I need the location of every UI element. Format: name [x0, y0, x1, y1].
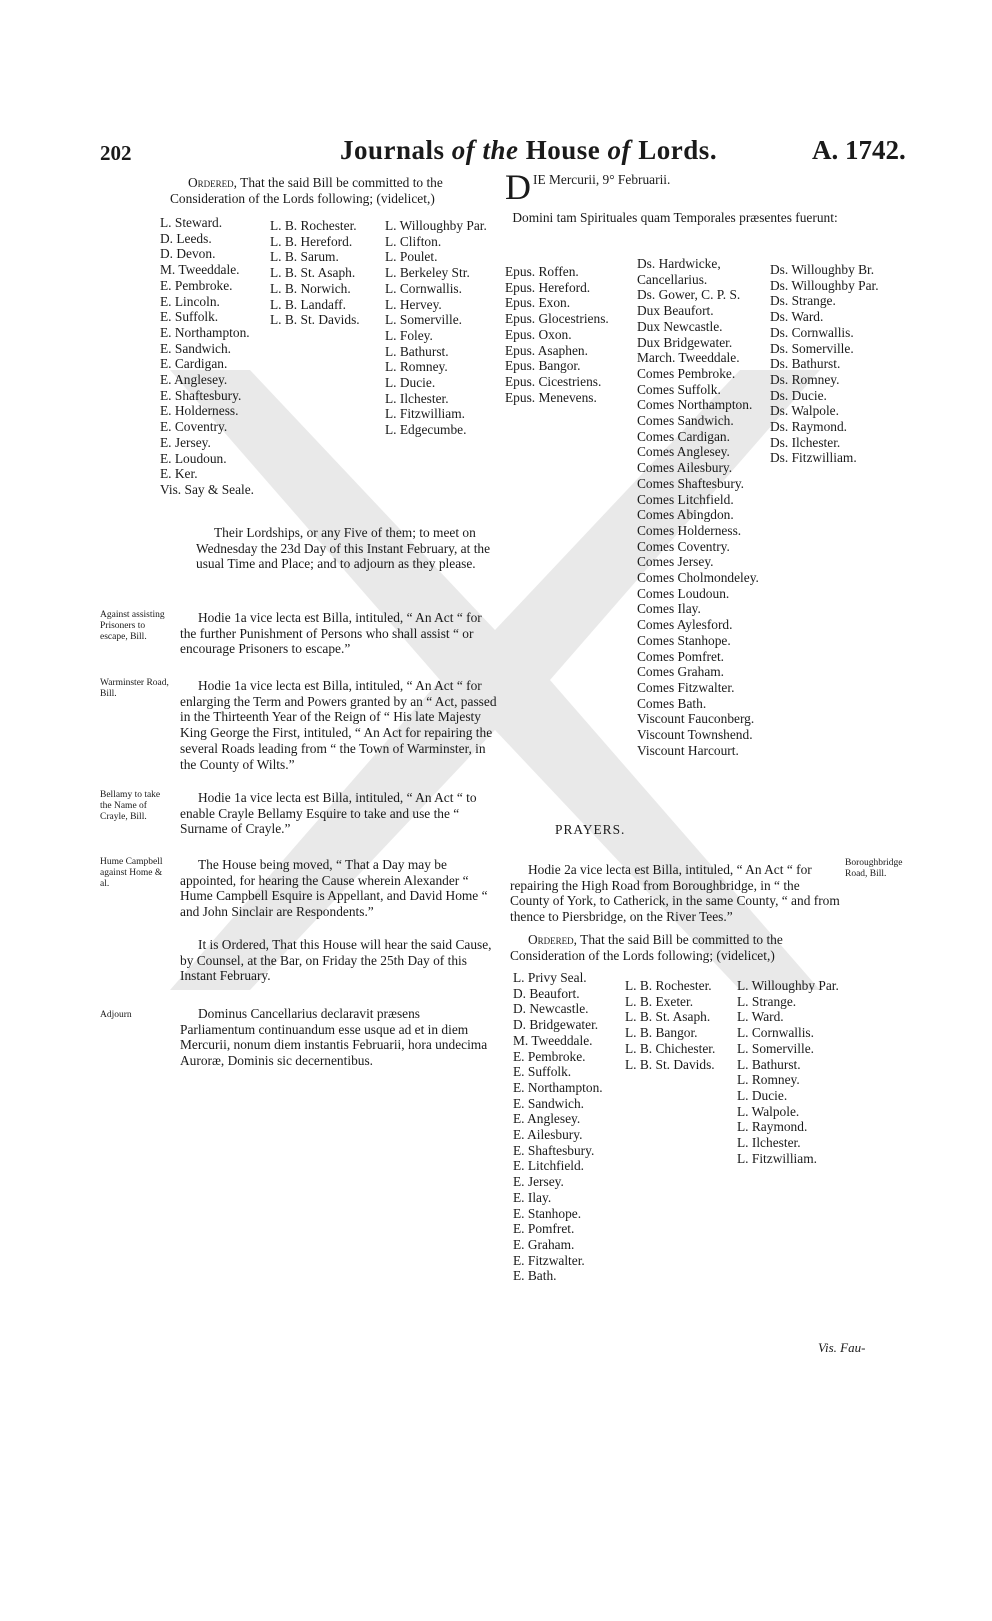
list-item: L. Somerville. — [385, 312, 462, 328]
list-item: Epus. Roffen. — [505, 264, 579, 279]
list-item: L. B. St. Asaph. — [625, 1009, 711, 1025]
list-item: E. Jersey. — [513, 1174, 564, 1190]
list-item: E. Ilay. — [513, 1189, 552, 1205]
list-item: L. Steward. — [160, 215, 223, 230]
list-item: L. Somerville. — [737, 1040, 814, 1056]
list-item: L. Ducie. — [737, 1087, 788, 1103]
paragraph-bill-3 — [180, 790, 498, 837]
list-item: E. Holderness. — [160, 403, 239, 419]
list-item: Comes Ilay. — [637, 601, 701, 617]
paragraph-text: It is Ordered, That this House will hear the said Cause, by Counsel, at the Bar, on Friday the 25th Day of this Instant February. — [180, 937, 492, 984]
list-item: Comes Pomfret. — [637, 648, 725, 664]
paragraph-cause — [180, 857, 498, 920]
list-item: E. Graham. — [513, 1236, 575, 1252]
drop-cap: D — [505, 167, 531, 207]
paragraph-text: Dominus Cancellarius declaravit præsens Parliamentum continuandum esse usque ad et in diem Mercurii, nonum diem instantis Februarii, hora undecima Auroræ, Dominis sic decernentibus. — [180, 1006, 488, 1069]
list-item: D. Newcastle. — [513, 1001, 589, 1017]
list-item: Ds. Romney. — [770, 371, 840, 387]
list-item: L. Fitzwilliam. — [737, 1150, 817, 1166]
list-item: Ds. Cornwallis. — [770, 324, 854, 340]
list-item: E. Jersey. — [160, 434, 211, 450]
list-item: M. Tweeddale. — [513, 1032, 593, 1048]
margin-note: Adjourn — [100, 1010, 132, 1020]
list-item: Ds. Fitzwilliam. — [770, 450, 857, 466]
list-item: Ds. Ducie. — [770, 387, 827, 403]
list-item: L. Romney. — [737, 1072, 800, 1088]
list-item: E. Shaftesbury. — [160, 387, 242, 403]
paragraph-text: The House being moved, “ That a Day may be appointed, for hearing the Cause wherein Alexander “ Hume Campbell Esquire is Appellant, and David Home “ and John Sinclair are Respondents.” — [180, 857, 488, 920]
left-ordered — [170, 175, 490, 206]
list-item: E. Ailesbury. — [513, 1127, 583, 1143]
prayers-heading: PRAYERS. — [555, 822, 626, 837]
list-item: Comes Coventry. — [637, 538, 730, 554]
list-item: L. Edgecumbe. — [385, 422, 467, 438]
list-item: L. B. Sarum. — [270, 249, 339, 265]
list-item: L. Clifton. — [385, 233, 442, 249]
list-item: L. Fitzwilliam. — [385, 406, 465, 422]
list-item: L. Walpole. — [737, 1103, 800, 1119]
list-item: L. Poulet. — [385, 249, 438, 265]
list-item: L. Cornwallis. — [737, 1025, 814, 1041]
list-item: Comes Suffolk. — [637, 381, 721, 397]
list-item: Ds. Ward. — [770, 309, 824, 325]
year-label: A. 1742. — [812, 135, 906, 165]
list-item: Epus. Hereford. — [505, 279, 591, 295]
list-item: Comes Northampton. — [637, 397, 753, 413]
ordered-word: Ordered, — [528, 932, 578, 947]
running-head-part: of — [607, 135, 632, 165]
list-item: L. B. Rochester. — [270, 218, 357, 233]
list-item: Comes Anglesey. — [637, 444, 730, 460]
committee-list-2-col1 — [513, 970, 628, 1284]
date-heading — [505, 167, 875, 207]
list-item: Ds. Gower, C. P. S. — [637, 287, 741, 303]
list-item: E. Sandwich. — [160, 340, 232, 356]
list-item: Epus. Bangor. — [505, 358, 581, 374]
running-head-part: House — [518, 135, 608, 165]
list-item: Ds. Willoughby Par. — [770, 277, 879, 293]
list-item: Ds. Hardwicke, — [637, 256, 721, 271]
domini-heading — [505, 210, 845, 226]
list-item: Epus. Menevens. — [505, 389, 597, 405]
list-item: Vis. Say & Seale. — [160, 481, 255, 497]
list-item: Comes Graham. — [637, 664, 725, 680]
list-item: L. Foley. — [385, 327, 433, 343]
committee-list-2-col2 — [625, 978, 735, 1072]
list-item: Comes Ailesbury. — [637, 460, 733, 476]
committee-list-1-col3 — [385, 218, 500, 438]
list-item: Ds. Bathurst. — [770, 356, 841, 372]
meeting-text: Their Lordships, or any Five of them; to meet on Wednesday the 23d Day of this Instant February, at the usual Time and Place; and to adjourn as they please. — [196, 525, 491, 572]
list-item: Viscount Harcourt. — [637, 742, 739, 758]
attendance-barons — [770, 262, 900, 466]
ordered-word: Ordered, — [188, 175, 238, 190]
list-item: Ds. Raymond. — [770, 419, 847, 435]
list-item: L. Bathurst. — [737, 1056, 801, 1072]
list-item: E. Lincoln. — [160, 293, 220, 309]
list-item: E. Northampton. — [513, 1079, 603, 1095]
list-item: Dux Bridgewater. — [637, 334, 733, 350]
list-item: L. Bathurst. — [385, 343, 449, 359]
list-item: Epus. Cicestriens. — [505, 373, 602, 389]
list-item: E. Northampton. — [160, 324, 250, 340]
list-item: L. B. St. Davids. — [625, 1056, 715, 1072]
committee-list-2-col3 — [737, 978, 857, 1166]
attendance-bishops — [505, 264, 635, 405]
list-item: L. Willoughby Par. — [737, 978, 839, 993]
margin-note: Warminster Road, Bill. — [100, 678, 169, 699]
list-item: Comes Stanhope. — [637, 632, 731, 648]
ordered-text: That the said Bill be committed to the Consideration of the Lords following; (videlicet,) — [170, 175, 443, 206]
list-item: E. Ker. — [160, 466, 198, 482]
paragraph-bill-1 — [180, 610, 498, 657]
list-item: Comes Cholmondeley. — [637, 570, 759, 586]
list-item: L. B. Rochester. — [625, 978, 712, 993]
list-item: E. Coventry. — [160, 419, 228, 435]
list-item: Comes Aylesford. — [637, 617, 733, 633]
paragraph-order-cause — [180, 937, 498, 984]
list-item: E. Sandwich. — [513, 1095, 585, 1111]
list-item: L. Ilchester. — [385, 390, 449, 406]
running-head-part: of the — [451, 135, 519, 165]
list-item: Comes Litchfield. — [637, 491, 734, 507]
list-item: L. B. Bangor. — [625, 1025, 698, 1041]
list-item: E. Pomfret. — [513, 1221, 575, 1237]
list-item: Epus. Exon. — [505, 295, 571, 311]
list-item: Comes Cardigan. — [637, 428, 730, 444]
ordered-text: That the said Bill be committed to the Consideration of the Lords following; (videlicet,) — [510, 932, 783, 963]
list-item: D. Leeds. — [160, 230, 212, 246]
list-item: Comes Bath. — [637, 695, 707, 711]
paragraph-text: Hodie 1a vice lecta est Billa, intituled, “ An Act “ for enlarging the Term and Powers granted by an “ Act, passed in the Thirteenth Year of the Reign of “ His late Majesty King George the First, intituled, “ An Act for repairing the several Roads leading from “ the Town of Warminster, in the County of Wilts.” — [180, 678, 497, 772]
list-item: E. Pembroke. — [513, 1048, 586, 1064]
date-text: IE Mercurii, 9° Februarii. — [533, 172, 671, 187]
list-item: March. Tweeddale. — [637, 350, 740, 366]
list-item: L. Hervey. — [385, 296, 442, 312]
paragraph-text: Hodie 2a vice lecta est Billa, intituled, “ An Act “ for repairing the High Road from Boroughbridge, in “ the County of York, to Catherick, in the same County, “ and from thence to Piersbridge, on the River Tees.” — [510, 862, 840, 925]
list-item: Ds. Ilchester. — [770, 434, 841, 450]
list-item: L. Romney. — [385, 359, 448, 375]
list-item: L. B. Exeter. — [625, 993, 694, 1009]
margin-note: Boroughbridge Road, Bill. — [845, 858, 903, 879]
list-item: Epus. Glocestriens. — [505, 311, 609, 327]
list-item: E. Stanhope. — [513, 1205, 582, 1221]
list-item: Viscount Townshend. — [637, 727, 753, 743]
list-item: Epus. Oxon. — [505, 326, 572, 342]
list-item: L. Ducie. — [385, 375, 436, 391]
list-item: D. Devon. — [160, 246, 216, 262]
list-item: L. B. St. Asaph. — [270, 265, 356, 281]
list-item: E. Anglesey. — [160, 372, 228, 388]
running-head-part: Journals — [340, 135, 452, 165]
domini-text: Domini tam Spirituales quam Temporales præsentes fuerunt: — [512, 210, 838, 225]
list-item: M. Tweeddale. — [160, 262, 240, 278]
committee-list-1-col1 — [160, 215, 270, 498]
attendance-peers — [637, 256, 777, 759]
running-head — [340, 135, 717, 166]
list-item: Ds. Somerville. — [770, 340, 854, 356]
list-item: D. Bridgewater. — [513, 1017, 599, 1033]
catchword: Vis. Fau- — [818, 1340, 866, 1355]
list-item: E. Litchfield. — [513, 1158, 585, 1174]
list-item: L. Willoughby Par. — [385, 218, 487, 233]
list-item: Comes Abingdon. — [637, 507, 734, 523]
list-item: L. Privy Seal. — [513, 970, 587, 985]
list-item: Comes Sandwich. — [637, 413, 734, 429]
list-item: E. Cardigan. — [160, 356, 228, 372]
list-item: E. Shaftesbury. — [513, 1142, 595, 1158]
list-item: Ds. Walpole. — [770, 403, 839, 419]
list-item: E. Fitzwalter. — [513, 1252, 585, 1268]
list-item: E. Anglesey. — [513, 1111, 581, 1127]
list-item: L. Strange. — [737, 993, 797, 1009]
paragraph-boroughbridge — [510, 862, 840, 925]
list-item: Comes Shaftesbury. — [637, 475, 744, 491]
list-item: Comes Holderness. — [637, 522, 742, 538]
list-item: Comes Jersey. — [637, 554, 714, 570]
list-item: L. B. Chichester. — [625, 1040, 716, 1056]
paragraph-text: Hodie 1a vice lecta est Billa, intituled, “ An Act “ to enable Crayle Bellamy Esquire to take and use the “ Surname of Crayle.” — [180, 790, 477, 837]
list-item: L. B. Hereford. — [270, 233, 353, 249]
page-number: 202 — [100, 141, 132, 165]
list-item: Ds. Willoughby Br. — [770, 262, 875, 277]
list-item: Comes Loudoun. — [637, 585, 730, 601]
list-item: L. Raymond. — [737, 1119, 808, 1135]
list-item: L. Ward. — [737, 1009, 784, 1025]
list-item: Viscount Fauconberg. — [637, 711, 755, 727]
list-item: E. Suffolk. — [160, 309, 219, 325]
running-head-part: Lords. — [631, 135, 718, 165]
list-item: Dux Newcastle. — [637, 318, 723, 334]
margin-note: Hume Campbell against Home & al. — [100, 857, 163, 889]
margin-note: Against assisting Prisoners to escape, Bill. — [100, 610, 165, 642]
list-item: Comes Pembroke. — [637, 365, 736, 381]
list-item: Ds. Strange. — [770, 293, 836, 309]
list-item: Comes Fitzwalter. — [637, 679, 735, 695]
meeting-paragraph — [196, 525, 496, 572]
margin-note: Bellamy to take the Name of Crayle, Bill. — [100, 790, 161, 822]
list-item: L. Berkeley Str. — [385, 265, 470, 281]
list-item: Cancellarius. — [637, 271, 708, 287]
list-item: L. Cornwallis. — [385, 280, 462, 296]
committee-list-1-col2 — [270, 218, 380, 328]
paragraph-bill-2 — [180, 678, 498, 772]
list-item: L. B. Norwich. — [270, 280, 351, 296]
list-item: L. B. Landaff. — [270, 296, 346, 312]
list-item: L. Ilchester. — [737, 1135, 801, 1151]
list-item: L. B. St. Davids. — [270, 312, 360, 328]
list-item: Dux Beaufort. — [637, 303, 714, 319]
list-item: D. Beaufort. — [513, 985, 580, 1001]
right-ordered — [510, 932, 850, 963]
paragraph-text: Hodie 1a vice lecta est Billa, intituled, “ An Act “ for the further Punishment of Persons who shall assist “ or encourage Prisoners to escape.” — [180, 610, 482, 657]
list-item: E. Bath. — [513, 1268, 557, 1284]
paragraph-adjourn — [180, 1006, 498, 1069]
list-item: E. Suffolk. — [513, 1064, 572, 1080]
list-item: Epus. Asaphen. — [505, 342, 588, 358]
list-item: E. Loudoun. — [160, 450, 227, 466]
list-item: E. Pembroke. — [160, 277, 233, 293]
